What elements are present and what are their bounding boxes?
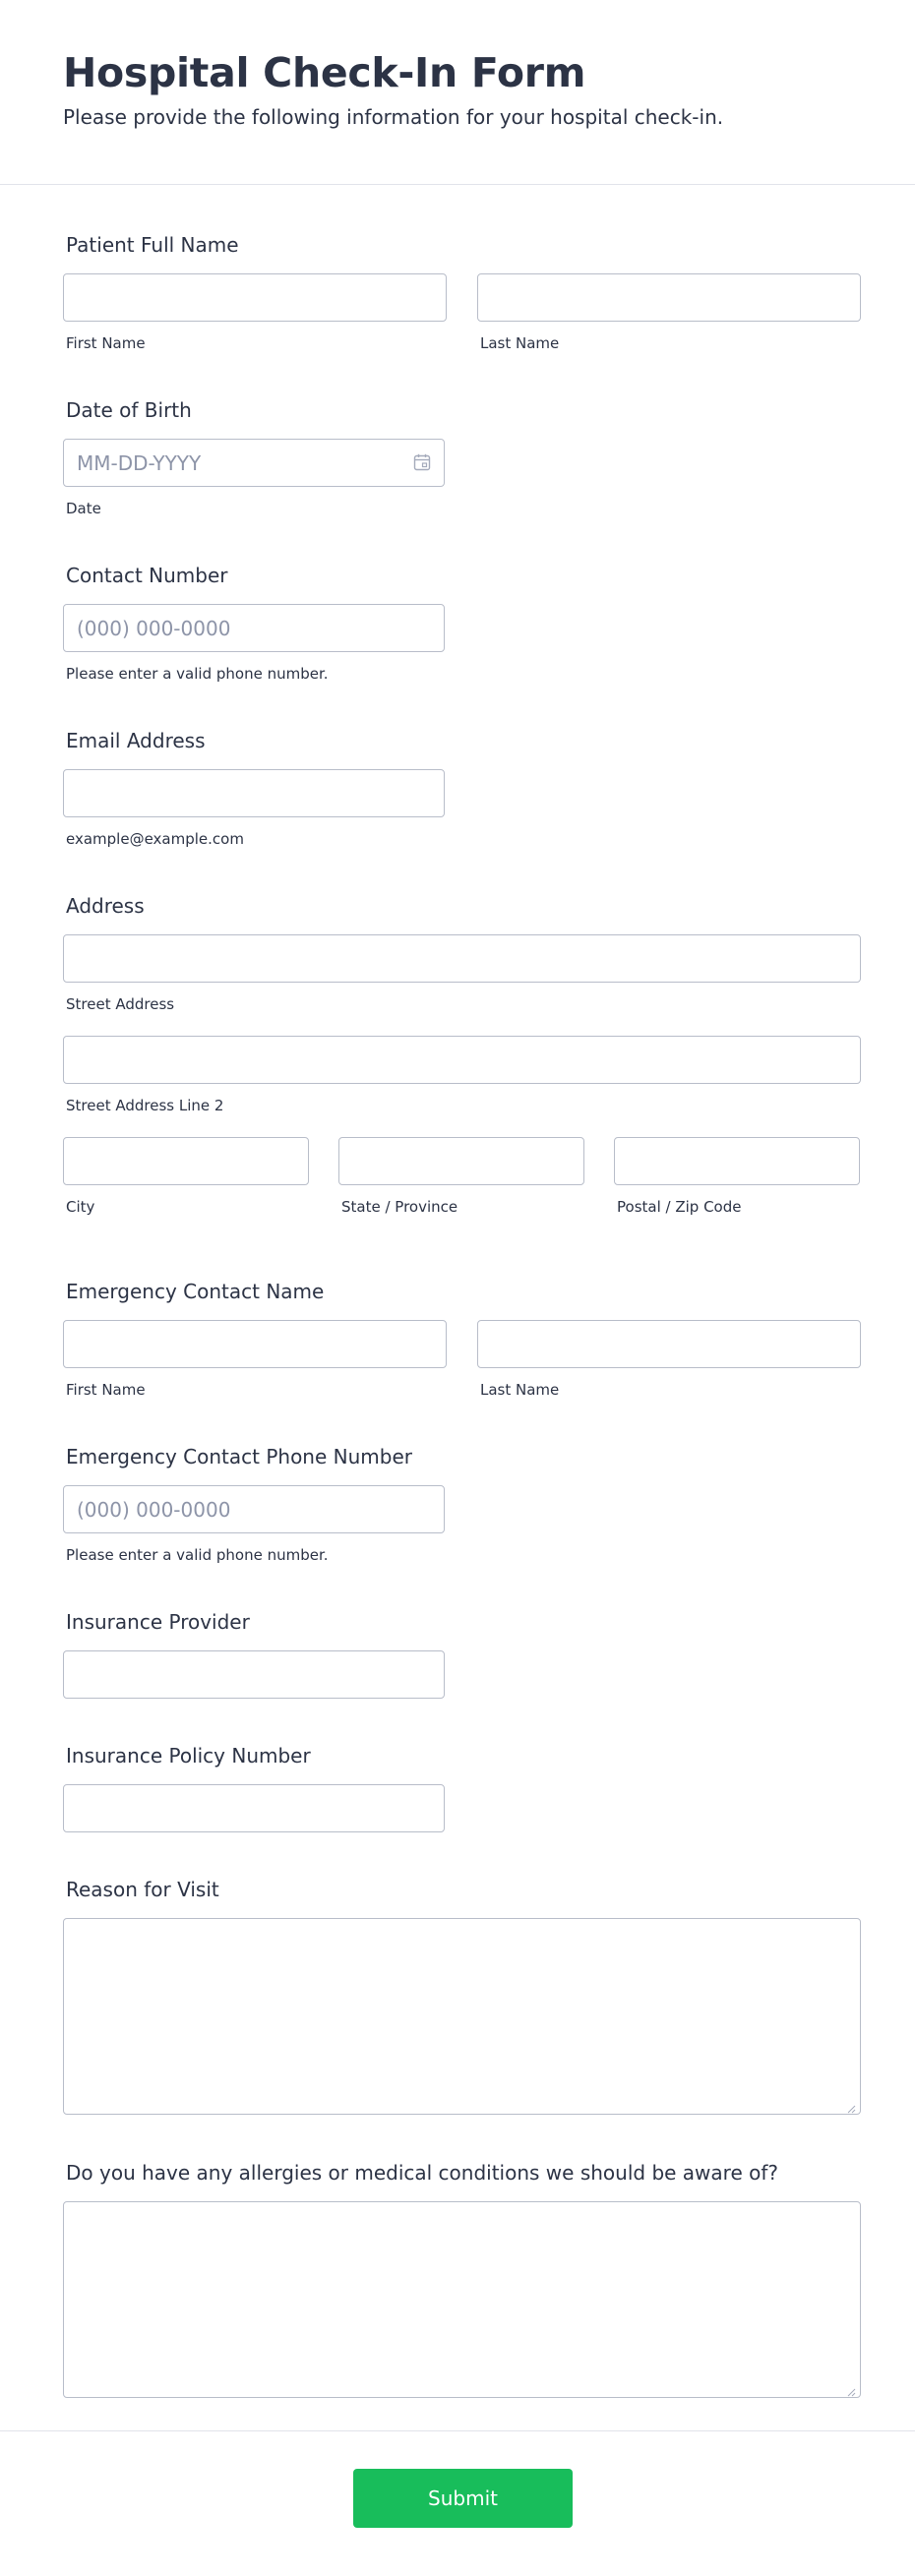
state-input[interactable] bbox=[338, 1137, 584, 1185]
address-field bbox=[63, 894, 861, 1216]
emergency-last-name-sublabel: Last Name bbox=[480, 1381, 560, 1399]
street-address-input[interactable] bbox=[63, 934, 861, 983]
street-address-sublabel: Street Address bbox=[66, 995, 175, 1013]
insurance-policy-label: Insurance Policy Number bbox=[66, 1744, 311, 1767]
allergies-field bbox=[63, 2161, 861, 2402]
zip-sublabel: Postal / Zip Code bbox=[617, 1198, 742, 1216]
dob-field bbox=[63, 398, 861, 517]
patient-first-name-sublabel: First Name bbox=[66, 334, 146, 352]
email-label: Email Address bbox=[66, 729, 206, 752]
email-input[interactable] bbox=[63, 769, 445, 817]
emergency-first-name-input[interactable] bbox=[63, 1320, 447, 1368]
form-subtitle: Please provide the following information for your hospital check-in. bbox=[63, 105, 724, 130]
emergency-first-name-sublabel: First Name bbox=[66, 1381, 146, 1399]
resize-grip-icon[interactable] bbox=[847, 2388, 856, 2397]
address-label: Address bbox=[66, 894, 145, 918]
street-address-line2-input[interactable] bbox=[63, 1036, 861, 1084]
allergies-label: Do you have any allergies or medical conditions we should be aware of? bbox=[66, 2161, 779, 2185]
city-input[interactable] bbox=[63, 1137, 309, 1185]
allergies-textarea[interactable] bbox=[63, 2201, 861, 2398]
insurance-policy-field bbox=[63, 1744, 861, 1832]
patient-first-name-input[interactable] bbox=[63, 273, 447, 322]
insurance-provider-label: Insurance Provider bbox=[66, 1610, 250, 1634]
reason-label: Reason for Visit bbox=[66, 1878, 219, 1901]
state-sublabel: State / Province bbox=[341, 1198, 458, 1216]
contact-number-input[interactable] bbox=[63, 604, 445, 652]
emergency-phone-label: Emergency Contact Phone Number bbox=[66, 1445, 412, 1468]
insurance-provider-input[interactable] bbox=[63, 1650, 445, 1699]
calendar-icon[interactable] bbox=[413, 453, 431, 471]
dob-input[interactable] bbox=[63, 439, 445, 487]
dob-sublabel: Date bbox=[66, 500, 101, 517]
emergency-phone-input[interactable] bbox=[63, 1485, 445, 1533]
contact-number-field bbox=[63, 564, 861, 683]
contact-number-sublabel: Please enter a valid phone number. bbox=[66, 665, 329, 683]
form-footer bbox=[0, 2430, 915, 2576]
reason-textarea[interactable] bbox=[63, 1918, 861, 2115]
street-address-line2-sublabel: Street Address Line 2 bbox=[66, 1097, 224, 1114]
resize-grip-icon[interactable] bbox=[847, 2105, 856, 2114]
emergency-name-label: Emergency Contact Name bbox=[66, 1280, 325, 1303]
form-title: Hospital Check-In Form bbox=[63, 49, 586, 96]
reason-field bbox=[63, 1878, 861, 2119]
patient-name-label: Patient Full Name bbox=[66, 233, 239, 257]
submit-button[interactable]: Submit bbox=[353, 2469, 573, 2528]
emergency-phone-field bbox=[63, 1445, 861, 1564]
form-header bbox=[0, 0, 915, 185]
email-sublabel: example@example.com bbox=[66, 830, 244, 848]
patient-last-name-input[interactable] bbox=[477, 273, 861, 322]
contact-number-label: Contact Number bbox=[66, 564, 228, 587]
insurance-provider-field bbox=[63, 1610, 861, 1699]
dob-label: Date of Birth bbox=[66, 398, 192, 422]
patient-last-name-sublabel: Last Name bbox=[480, 334, 560, 352]
emergency-last-name-input[interactable] bbox=[477, 1320, 861, 1368]
emergency-phone-sublabel: Please enter a valid phone number. bbox=[66, 1546, 329, 1564]
zip-input[interactable] bbox=[614, 1137, 860, 1185]
insurance-policy-input[interactable] bbox=[63, 1784, 445, 1832]
email-field bbox=[63, 729, 861, 848]
city-sublabel: City bbox=[66, 1198, 95, 1216]
emergency-name-field bbox=[63, 1280, 861, 1399]
patient-name-field bbox=[63, 233, 861, 352]
